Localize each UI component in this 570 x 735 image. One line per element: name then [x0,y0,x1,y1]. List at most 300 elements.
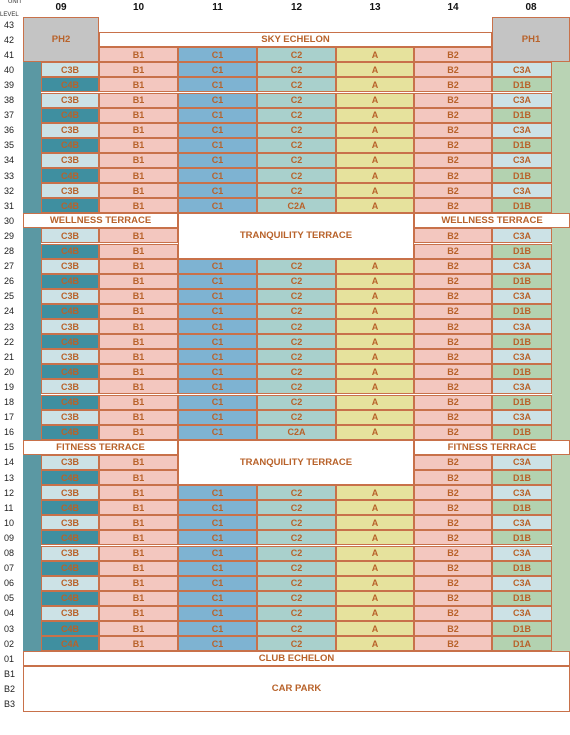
unit-cell-31-09: C4B [41,198,99,213]
column-header-11: 11 [212,1,223,13]
unit-cell-08-11: C1 [178,546,257,561]
level-label-28: 28 [4,246,15,257]
fitness-terrace-right: FITNESS TERRACE [414,440,570,455]
unit-cell-11-14: B2 [414,500,492,515]
unit-cell-05-14: B2 [414,591,492,606]
unit-cell-06-12: C2 [257,576,336,591]
unit-cell-27-12: C2 [257,259,336,274]
unit-cell-17-12: C2 [257,410,336,425]
level-header-label: LEVEL [0,12,19,18]
unit-cell-38-12: C2 [257,93,336,108]
unit-cell-11-13: A [336,500,414,515]
unit-cell-40-09: C3B [41,62,99,77]
unit-cell-16-11: C1 [178,425,257,440]
unit-cell-39-14: B2 [414,77,492,92]
unit-cell-36-08: C3A [492,123,552,138]
unit-cell-25-09: C3B [41,289,99,304]
unit-cell-21-08: C3A [492,349,552,364]
unit-cell-34-13: A [336,153,414,168]
unit-cell-25-10: B1 [99,289,178,304]
unit-cell-39-08: D1B [492,77,552,92]
column-header-14: 14 [447,1,459,13]
unit-cell-03-11: C1 [178,621,257,636]
unit-cell-19-09: C3B [41,379,99,394]
unit-cell-38-13: A [336,93,414,108]
unit-cell-39-13: A [336,77,414,92]
unit-cell-33-14: B2 [414,168,492,183]
unit-cell-02-08: D1A [492,636,552,651]
level-label-40: 40 [4,64,15,75]
level-label-26: 26 [4,276,15,287]
unit-cell-36-14: B2 [414,123,492,138]
unit-cell-40-13: A [336,62,414,77]
unit-cell-31-11: C1 [178,198,257,213]
unit-cell-16-09: C4B [41,425,99,440]
unit-cell-14-08: C3A [492,455,552,470]
unit-cell-26-09: C4B [41,274,99,289]
sky-echelon-band: SKY ECHELON [99,32,492,47]
unit-cell-11-12: C2 [257,500,336,515]
unit-cell-03-12: C2 [257,621,336,636]
unit-cell-19-12: C2 [257,379,336,394]
unit-cell-12-13: A [336,485,414,500]
unit-cell-31-13: A [336,198,414,213]
unit-cell-35-14: B2 [414,138,492,153]
unit-cell-38-11: C1 [178,93,257,108]
level-label-12: 12 [4,487,15,498]
unit-cell-23-09: C3B [41,319,99,334]
unit-cell-17-08: C3A [492,410,552,425]
club-echelon-band: CLUB ECHELON [23,651,570,666]
unit-cell-18-13: A [336,395,414,410]
unit-cell-25-14: B2 [414,289,492,304]
unit-cell-36-13: A [336,123,414,138]
unit-cell-22-13: A [336,334,414,349]
unit-cell-32-12: C2 [257,183,336,198]
unit-cell-05-11: C1 [178,591,257,606]
level-label-41: 41 [4,49,15,60]
unit-cell-07-10: B1 [99,561,178,576]
unit-cell-09-09: C4B [41,530,99,545]
unit-cell-23-13: A [336,319,414,334]
unit-cell-34-10: B1 [99,153,178,168]
unit-cell-37-13: A [336,108,414,123]
unit-cell-25-08: C3A [492,289,552,304]
unit-cell-04-13: A [336,606,414,621]
unit-cell-09-08: D1B [492,530,552,545]
unit-cell-26-14: B2 [414,274,492,289]
unit-cell-33-10: B1 [99,168,178,183]
unit-cell-28-09: C4B [41,244,99,259]
unit-cell-40-11: C1 [178,62,257,77]
unit-cell-32-08: C3A [492,183,552,198]
unit-cell-37-11: C1 [178,108,257,123]
unit-cell-04-09: C3B [41,606,99,621]
column-header-10: 10 [132,1,145,13]
unit-cell-39-09: C4B [41,77,99,92]
unit-cell-33-13: A [336,168,414,183]
level-label-29: 29 [4,230,15,241]
unit-cell-06-10: B1 [99,576,178,591]
unit-cell-24-10: B1 [99,304,178,319]
level-label-27: 27 [4,261,15,272]
unit-cell-27-14: B2 [414,259,492,274]
unit-cell-41-11: C1 [178,47,257,62]
unit-cell-19-14: B2 [414,379,492,394]
unit-cell-34-09: C3B [41,153,99,168]
unit-cell-16-14: B2 [414,425,492,440]
unit-cell-24-11: C1 [178,304,257,319]
level-label-36: 36 [4,125,15,136]
unit-cell-24-13: A [336,304,414,319]
unit-cell-38-09: C3B [41,93,99,108]
unit-cell-40-10: B1 [99,62,178,77]
tranquility-terrace-upper: TRANQUILITY TERRACE [178,213,414,258]
column-header-09: 09 [55,1,67,13]
level-label-25: 25 [4,291,15,302]
unit-cell-13-14: B2 [414,470,492,485]
unit-cell-39-12: C2 [257,77,336,92]
level-label-08: 08 [4,548,15,559]
unit-cell-08-09: C3B [41,546,99,561]
level-label-B3: B3 [4,699,16,710]
unit-cell-10-08: C3A [492,515,552,530]
level-label-B1: B1 [4,668,16,679]
unit-cell-36-12: C2 [257,123,336,138]
unit-cell-14-10: B1 [99,455,178,470]
unit-cell-08-13: A [336,546,414,561]
unit-cell-09-12: C2 [257,530,336,545]
column-header-12: 12 [290,1,303,13]
unit-cell-04-14: B2 [414,606,492,621]
level-label-01: 01 [4,653,15,664]
unit-cell-27-11: C1 [178,259,257,274]
unit-cell-21-10: B1 [99,349,178,364]
unit-cell-23-10: B1 [99,319,178,334]
unit-cell-34-11: C1 [178,153,257,168]
unit-cell-18-12: C2 [257,395,336,410]
level-label-17: 17 [4,412,15,423]
unit-cell-16-12: C2A [257,425,336,440]
wellness-terrace-right: WELLNESS TERRACE [414,213,570,228]
unit-cell-12-12: C2 [257,485,336,500]
unit-cell-16-08: D1B [492,425,552,440]
unit-cell-23-11: C1 [178,319,257,334]
unit-cell-35-08: D1B [492,138,552,153]
unit-cell-33-12: C2 [257,168,336,183]
unit-cell-19-10: B1 [99,379,178,394]
level-label-22: 22 [4,336,15,347]
unit-cell-07-09: C4B [41,561,99,576]
unit-cell-12-11: C1 [178,485,257,500]
unit-cell-36-09: C3B [41,123,99,138]
unit-cell-10-09: C3B [41,515,99,530]
unit-cell-02-11: C1 [178,636,257,651]
unit-cell-02-12: C2 [257,636,336,651]
unit-cell-06-09: C3B [41,576,99,591]
unit-cell-12-08: C3A [492,485,552,500]
unit-cell-37-09: C4B [41,108,99,123]
unit-cell-21-14: B2 [414,349,492,364]
unit-cell-10-13: A [336,515,414,530]
penthouse-ph1: PH1 [492,17,570,62]
unit-cell-24-09: C4B [41,304,99,319]
unit-cell-05-09: C4B [41,591,99,606]
tranquility-terrace-lower: TRANQUILITY TERRACE [178,440,414,485]
unit-cell-27-09: C3B [41,259,99,274]
unit-cell-10-14: B2 [414,515,492,530]
unit-cell-07-14: B2 [414,561,492,576]
unit-cell-09-10: B1 [99,530,178,545]
unit-cell-38-08: C3A [492,93,552,108]
level-label-43: 43 [4,19,15,30]
unit-cell-20-14: B2 [414,364,492,379]
unit-cell-24-14: B2 [414,304,492,319]
unit-cell-39-11: C1 [178,77,257,92]
unit-cell-10-11: C1 [178,515,257,530]
unit-cell-11-10: B1 [99,500,178,515]
unit-cell-04-10: B1 [99,606,178,621]
unit-cell-41-10: B1 [99,47,178,62]
unit-cell-24-12: C2 [257,304,336,319]
unit-cell-12-10: B1 [99,485,178,500]
level-label-42: 42 [4,34,15,45]
unit-cell-25-13: A [336,289,414,304]
unit-cell-18-09: C4B [41,395,99,410]
unit-cell-22-14: B2 [414,334,492,349]
level-label-07: 07 [4,563,15,574]
unit-cell-41-13: A [336,47,414,62]
unit-cell-32-11: C1 [178,183,257,198]
unit-cell-06-13: A [336,576,414,591]
unit-cell-26-10: B1 [99,274,178,289]
unit-cell-34-12: C2 [257,153,336,168]
unit-cell-31-14: B2 [414,198,492,213]
level-label-02: 02 [4,638,15,649]
unit-cell-40-12: C2 [257,62,336,77]
wellness-terrace-left: WELLNESS TERRACE [23,213,178,228]
level-label-35: 35 [4,140,15,151]
level-label-18: 18 [4,397,15,408]
unit-cell-36-10: B1 [99,123,178,138]
level-label-20: 20 [4,366,15,377]
unit-cell-18-11: C1 [178,395,257,410]
level-label-03: 03 [4,623,15,634]
unit-cell-04-12: C2 [257,606,336,621]
level-label-24: 24 [4,306,15,317]
level-label-13: 13 [4,472,15,483]
unit-cell-28-08: D1B [492,244,552,259]
unit-cell-35-11: C1 [178,138,257,153]
unit-cell-33-09: C4B [41,168,99,183]
unit-cell-29-08: C3A [492,228,552,243]
unit-cell-41-14: B2 [414,47,492,62]
unit-cell-06-11: C1 [178,576,257,591]
unit-cell-34-14: B2 [414,153,492,168]
unit-cell-08-12: C2 [257,546,336,561]
unit-cell-10-10: B1 [99,515,178,530]
level-label-06: 06 [4,578,15,589]
unit-cell-03-09: C4B [41,621,99,636]
unit-cell-21-12: C2 [257,349,336,364]
unit-cell-27-13: A [336,259,414,274]
unit-cell-20-08: D1B [492,364,552,379]
left-column-accent-strip [23,62,41,651]
unit-cell-39-10: B1 [99,77,178,92]
unit-cell-19-11: C1 [178,379,257,394]
fitness-terrace-left: FITNESS TERRACE [23,440,178,455]
unit-cell-26-11: C1 [178,274,257,289]
unit-cell-02-09: C4A [41,636,99,651]
unit-cell-11-11: C1 [178,500,257,515]
unit-cell-22-09: C4B [41,334,99,349]
unit-cell-27-10: B1 [99,259,178,274]
unit-cell-25-12: C2 [257,289,336,304]
unit-cell-37-10: B1 [99,108,178,123]
unit-cell-26-08: D1B [492,274,552,289]
unit-cell-32-09: C3B [41,183,99,198]
level-label-32: 32 [4,185,15,196]
unit-cell-35-12: C2 [257,138,336,153]
unit-cell-20-13: A [336,364,414,379]
unit-cell-35-10: B1 [99,138,178,153]
unit-cell-22-12: C2 [257,334,336,349]
level-label-15: 15 [4,442,15,453]
column-header-13: 13 [369,1,381,13]
unit-cell-05-08: D1B [492,591,552,606]
unit-cell-33-08: D1B [492,168,552,183]
unit-cell-17-14: B2 [414,410,492,425]
level-label-33: 33 [4,170,15,181]
unit-cell-41-12: C2 [257,47,336,62]
unit-cell-09-13: A [336,530,414,545]
unit-cell-27-08: C3A [492,259,552,274]
unit-cell-14-14: B2 [414,455,492,470]
unit-cell-05-12: C2 [257,591,336,606]
unit-cell-29-10: B1 [99,228,178,243]
unit-cell-11-08: D1B [492,500,552,515]
unit-cell-03-08: D1B [492,621,552,636]
unit-cell-09-11: C1 [178,530,257,545]
unit-cell-13-08: D1B [492,470,552,485]
level-label-31: 31 [4,200,15,211]
unit-cell-21-13: A [336,349,414,364]
unit-cell-31-10: B1 [99,198,178,213]
unit-cell-20-09: C4B [41,364,99,379]
unit-cell-26-12: C2 [257,274,336,289]
unit-cell-38-14: B2 [414,93,492,108]
level-label-B2: B2 [4,683,16,694]
level-label-10: 10 [4,517,15,528]
unit-cell-07-11: C1 [178,561,257,576]
unit-cell-04-08: C3A [492,606,552,621]
unit-cell-16-10: B1 [99,425,178,440]
unit-cell-03-13: A [336,621,414,636]
level-label-34: 34 [4,155,15,166]
unit-header-label: UNIT [8,0,22,5]
unit-cell-17-11: C1 [178,410,257,425]
unit-cell-16-13: A [336,425,414,440]
level-label-37: 37 [4,110,15,121]
level-label-19: 19 [4,381,15,392]
unit-cell-12-09: C3B [41,485,99,500]
unit-cell-22-11: C1 [178,334,257,349]
unit-cell-34-08: C3A [492,153,552,168]
unit-cell-36-11: C1 [178,123,257,138]
unit-cell-14-09: C3B [41,455,99,470]
unit-cell-02-13: A [336,636,414,651]
unit-cell-13-09: C4B [41,470,99,485]
unit-cell-32-10: B1 [99,183,178,198]
unit-cell-18-14: B2 [414,395,492,410]
level-label-09: 09 [4,532,15,543]
column-header-08: 08 [525,1,537,13]
unit-cell-07-08: D1B [492,561,552,576]
unit-cell-21-09: C3B [41,349,99,364]
unit-cell-07-13: A [336,561,414,576]
unit-cell-31-12: C2A [257,198,336,213]
unit-cell-08-14: B2 [414,546,492,561]
unit-cell-24-08: D1B [492,304,552,319]
unit-cell-32-14: B2 [414,183,492,198]
level-label-05: 05 [4,593,15,604]
unit-cell-32-13: A [336,183,414,198]
unit-cell-26-13: A [336,274,414,289]
unit-cell-13-10: B1 [99,470,178,485]
level-label-16: 16 [4,427,15,438]
level-label-14: 14 [4,457,15,468]
unit-cell-05-13: A [336,591,414,606]
level-label-30: 30 [4,215,15,226]
unit-cell-35-13: A [336,138,414,153]
level-label-21: 21 [4,351,15,362]
unit-cell-23-12: C2 [257,319,336,334]
unit-cell-35-09: C4B [41,138,99,153]
unit-cell-12-14: B2 [414,485,492,500]
car-park-band: CAR PARK [23,666,570,711]
unit-cell-22-08: D1B [492,334,552,349]
unit-cell-28-10: B1 [99,244,178,259]
unit-cell-20-10: B1 [99,364,178,379]
unit-cell-17-09: C3B [41,410,99,425]
unit-cell-08-10: B1 [99,546,178,561]
unit-cell-37-08: D1B [492,108,552,123]
unit-cell-23-08: C3A [492,319,552,334]
level-label-23: 23 [4,321,15,332]
unit-cell-18-08: D1B [492,395,552,410]
unit-cell-28-14: B2 [414,244,492,259]
unit-cell-21-11: C1 [178,349,257,364]
unit-cell-09-14: B2 [414,530,492,545]
unit-cell-06-14: B2 [414,576,492,591]
unit-cell-38-10: B1 [99,93,178,108]
unit-cell-19-08: C3A [492,379,552,394]
unit-cell-08-08: C3A [492,546,552,561]
unit-cell-20-12: C2 [257,364,336,379]
unit-cell-10-12: C2 [257,515,336,530]
unit-cell-20-11: C1 [178,364,257,379]
unit-cell-29-09: C3B [41,228,99,243]
unit-cell-17-10: B1 [99,410,178,425]
level-label-38: 38 [4,95,15,106]
unit-cell-03-10: B1 [99,621,178,636]
right-column-accent-strip [552,62,570,651]
unit-cell-02-10: B1 [99,636,178,651]
unit-cell-40-08: C3A [492,62,552,77]
unit-cell-06-08: C3A [492,576,552,591]
unit-cell-40-14: B2 [414,62,492,77]
unit-cell-23-14: B2 [414,319,492,334]
